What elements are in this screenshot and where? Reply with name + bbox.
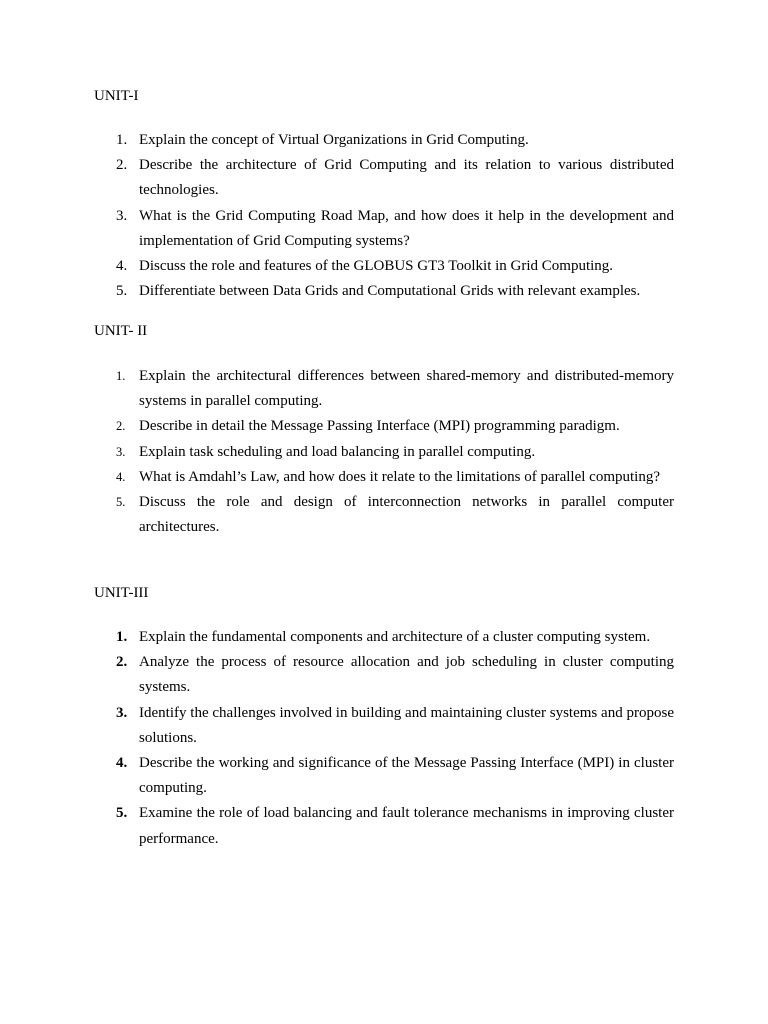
- unit-3-question-list: [94, 625, 674, 852]
- unit-3-heading: UNIT-III: [94, 585, 149, 601]
- question-item: [94, 490, 674, 540]
- question-item: [94, 128, 674, 153]
- question-text: Describe in detail the Message Passing Interface (MPI) programming paradigm.: [139, 418, 620, 435]
- question-text: Describe the working and significance of the Message Passing Interface (MPI) in cluster computing.: [139, 755, 674, 797]
- question-text: Discuss the role and design of interconnection networks in parallel computer architectures.: [139, 494, 674, 536]
- question-number: 4.: [116, 258, 128, 275]
- question-text: Discuss the role and features of the GLOBUS GT3 Toolkit in Grid Computing.: [139, 258, 614, 275]
- question-number: 2.: [116, 157, 128, 174]
- question-text: Differentiate between Data Grids and Computational Grids with relevant examples.: [139, 283, 641, 300]
- question-number: 4.: [116, 469, 126, 484]
- question-number: 1.: [116, 629, 128, 645]
- question-text: Identify the challenges involved in building and maintaining cluster systems and propose solutions.: [139, 704, 674, 746]
- question-item: [94, 414, 674, 439]
- question-number: 1.: [116, 369, 126, 383]
- question-item: [94, 364, 674, 414]
- question-number: 5.: [116, 283, 128, 300]
- question-item: [94, 701, 674, 751]
- question-text: What is Amdahl’s Law, and how does it relate to the limitations of parallel computing?: [139, 468, 660, 485]
- question-number: 3.: [116, 444, 126, 459]
- question-number: 5.: [116, 495, 126, 510]
- question-number: 3.: [116, 207, 128, 224]
- question-number: 2.: [116, 654, 128, 671]
- question-item: [94, 204, 674, 254]
- question-number: 5.: [116, 805, 128, 822]
- question-item: [94, 440, 674, 465]
- question-number: 3.: [116, 704, 128, 721]
- question-item: [94, 254, 674, 279]
- question-text: Describe the architecture of Grid Computing and its relation to various distributed technologies.: [139, 157, 674, 199]
- question-item: [94, 801, 674, 851]
- question-text: Explain task scheduling and load balancing in parallel computing.: [139, 443, 536, 460]
- unit-2-section: [94, 321, 674, 540]
- unit-1-question-list: [94, 128, 674, 304]
- question-item: [94, 465, 674, 490]
- question-item: [94, 279, 674, 304]
- question-text: What is the Grid Computing Road Map, and how does it help in the development and implementation of Grid Computing systems?: [139, 207, 674, 249]
- question-text: Explain the architectural differences between shared-memory and distributed-memory systems in parallel computing.: [139, 368, 674, 410]
- unit-2-question-list: [94, 364, 674, 540]
- question-number: 4.: [116, 755, 128, 772]
- question-item: [94, 650, 674, 700]
- question-item: [94, 625, 674, 650]
- question-text: Explain the fundamental components and architecture of a cluster computing system.: [139, 629, 651, 645]
- question-item: [94, 751, 674, 801]
- question-item: [94, 153, 674, 203]
- question-text: Examine the role of load balancing and fault tolerance mechanisms in improving cluster performance.: [139, 805, 674, 847]
- question-number: 2.: [116, 419, 126, 434]
- question-text: Analyze the process of resource allocation and job scheduling in cluster computing systems.: [139, 654, 674, 696]
- question-number: 1.: [116, 132, 128, 148]
- unit-1-heading: UNIT-I: [94, 88, 139, 104]
- unit-2-heading: UNIT- II: [94, 323, 148, 339]
- question-text: Explain the concept of Virtual Organizations in Grid Computing.: [139, 132, 529, 148]
- unit-3-section: [94, 583, 674, 852]
- unit-1-section: [94, 86, 674, 304]
